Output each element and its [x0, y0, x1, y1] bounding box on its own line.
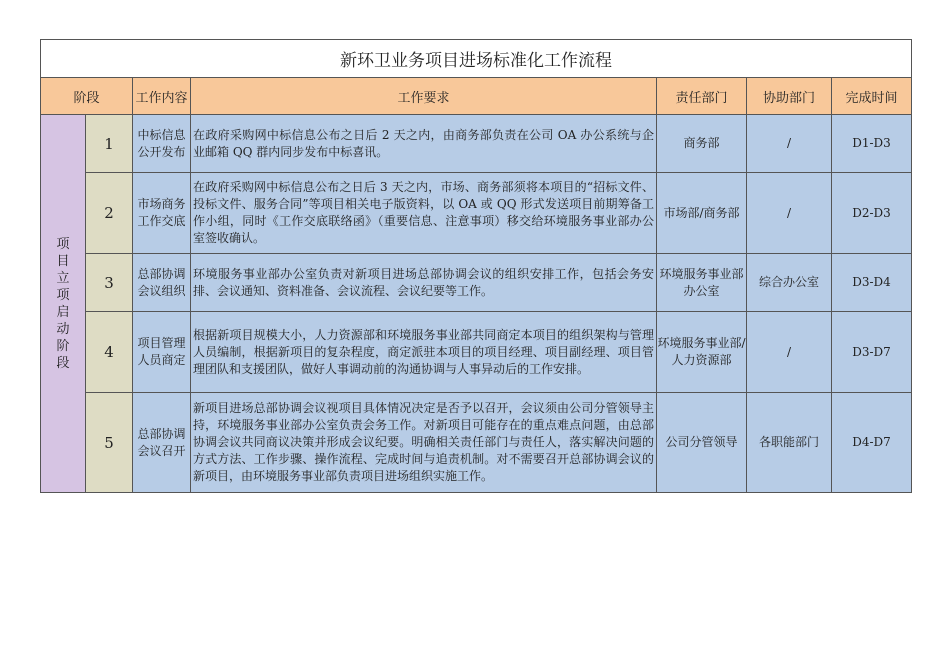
header-assist: 协助部门 — [747, 78, 832, 115]
header-row — [41, 78, 912, 115]
completion-time: D3-D7 — [832, 312, 912, 393]
completion-time: D3-D4 — [832, 254, 912, 312]
assist-dept: / — [747, 173, 832, 254]
table-row — [41, 173, 912, 254]
work-content: 总部协调会议召开 — [133, 393, 191, 493]
work-content: 项目管理人员商定 — [133, 312, 191, 393]
header-stage: 阶段 — [41, 78, 133, 115]
row-number: 1 — [86, 115, 133, 173]
table-row — [41, 393, 912, 493]
stage-name: 项目立项启动阶段 — [56, 236, 70, 371]
work-content: 中标信息公开发布 — [133, 115, 191, 173]
responsible-dept: 环境服务事业部办公室 — [657, 254, 747, 312]
responsible-dept: 环境服务事业部/人力资源部 — [657, 312, 747, 393]
table-row — [41, 254, 912, 312]
work-content: 总部协调会议组织 — [133, 254, 191, 312]
responsible-dept: 市场部/商务部 — [657, 173, 747, 254]
row-number: 2 — [86, 173, 133, 254]
row-number: 4 — [86, 312, 133, 393]
assist-dept: 综合办公室 — [747, 254, 832, 312]
completion-time: D1-D3 — [832, 115, 912, 173]
work-requirement: 根据新项目规模大小，人力资源部和环境服务事业部共同商定本项目的组织架构与管理人员编制，根据新项目的复杂程度，商定派驻本项目的项目经理、项目副经理、项目管理团队和支援团队，做好人事调动前的沟通协调与人事异动后的工作安排。 — [191, 312, 657, 393]
table-row — [41, 115, 912, 173]
header-responsible: 责任部门 — [657, 78, 747, 115]
header-requirement: 工作要求 — [191, 78, 657, 115]
process-sheet — [40, 39, 911, 493]
assist-dept: / — [747, 115, 832, 173]
stage-cell — [41, 115, 86, 493]
work-content: 市场商务工作交底 — [133, 173, 191, 254]
assist-dept: / — [747, 312, 832, 393]
row-number: 5 — [86, 393, 133, 493]
header-time: 完成时间 — [832, 78, 912, 115]
work-requirement: 在政府采购网中标信息公布之日后 2 天之内，由商务部负责在公司 OA 办公系统与企业邮箱 QQ 群内同步发布中标喜讯。 — [191, 115, 657, 173]
work-requirement: 新项目进场总部协调会议视项目具体情况决定是否予以召开，会议须由公司分管领导主持，环境服务事业部办公室负责会务工作。对新项目可能存在的重点难点问题，由总部协调会议共同商议决策并形成会议纪要。明确相关责任部门与责任人，落实解决问题的方式方法、工作步骤、操作流程、完成时间与追责机制。对不需要召开总部协调会议的新项目，由环境服务事业部负责项目进场组织实施工作。 — [191, 393, 657, 493]
sheet-title: 新环卫业务项目进场标准化工作流程 — [41, 40, 912, 78]
responsible-dept: 商务部 — [657, 115, 747, 173]
completion-time: D4-D7 — [832, 393, 912, 493]
process-table — [40, 39, 912, 493]
work-requirement: 环境服务事业部办公室负责对新项目进场总部协调会议的组织安排工作，包括会务安排、会议通知、资料准备、会议流程、会议纪要等工作。 — [191, 254, 657, 312]
header-content: 工作内容 — [133, 78, 191, 115]
assist-dept: 各职能部门 — [747, 393, 832, 493]
responsible-dept: 公司分管领导 — [657, 393, 747, 493]
table-row — [41, 312, 912, 393]
completion-time: D2-D3 — [832, 173, 912, 254]
work-requirement: 在政府采购网中标信息公布之日后 3 天之内，市场、商务部须将本项目的“招标文件、投标文件、服务合同”等项目相关电子版资料，以 OA 或 QQ 形式发送项目前期筹备工作小组，同时《工作交底联络函》（重要信息、注意事项）移交给环境服务事业部办公室签收确认。 — [191, 173, 657, 254]
row-number: 3 — [86, 254, 133, 312]
